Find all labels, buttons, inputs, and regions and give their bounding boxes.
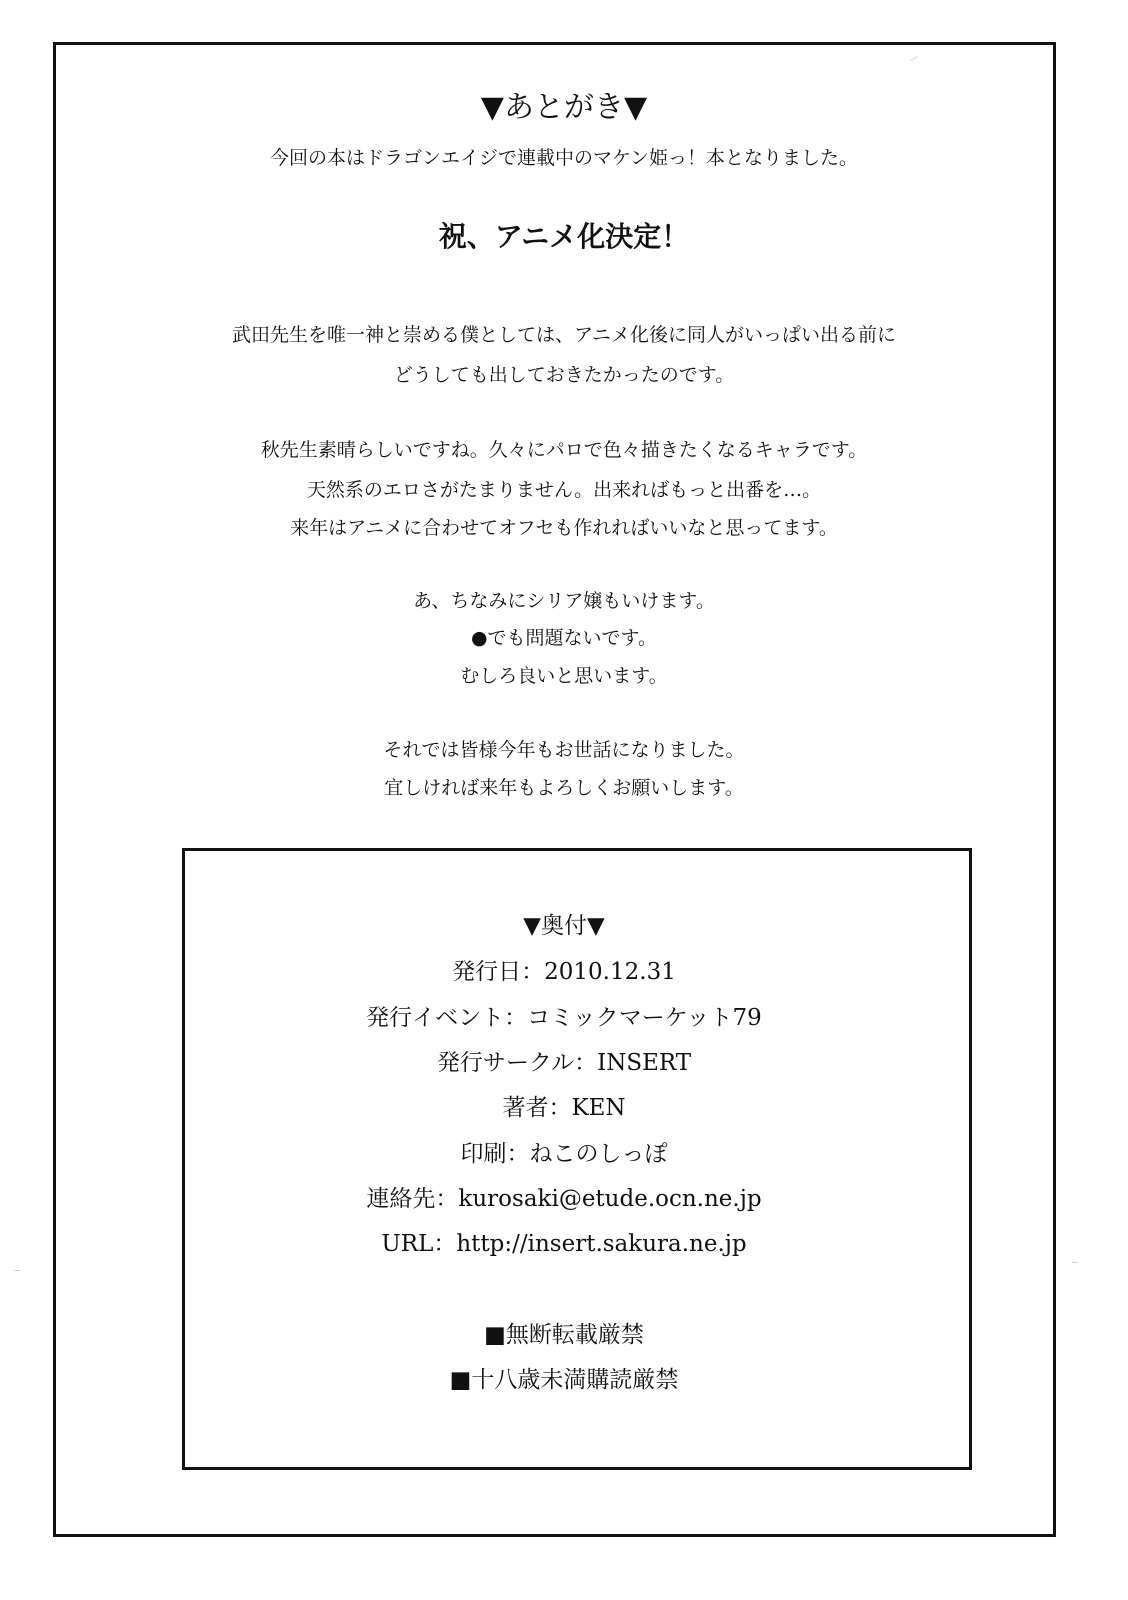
notice-no-reprint: ■無断転載厳禁 (484, 1322, 644, 1348)
paragraph-2-line-3: 来年はアニメに合わせてオフセも作れればいいなと思ってます。 (290, 517, 838, 539)
colophon-issue-date: 発行日：2010.12.31 (452, 959, 676, 985)
colophon-url: URL：http://insert.sakura.ne.jp (381, 1231, 747, 1257)
colophon-title: ▼奥付▼ (523, 913, 605, 939)
paragraph-3-line-1: あ、ちなみにシリア嬢もいけます。 (413, 590, 715, 612)
paragraph-2-line-1: 秋先生素晴らしいですね。久々にパロで色々描きたくなるキャラです。 (260, 439, 868, 461)
paragraph-4-line-2: 宜しければ来年もよろしくお願いします。 (384, 777, 744, 799)
afterword-intro: 今回の本はドラゴンエイジで連載中のマケン姫っ！本となりました。 (269, 147, 859, 169)
paragraph-2-line-2: 天然系のエロさがたまりません。出来ればもっと出番を…。 (306, 479, 822, 501)
scan-speck (1072, 1262, 1078, 1263)
paragraph-3-line-3: むしろ良いと思います。 (460, 665, 668, 687)
colophon-printer: 印刷：ねこのしっぽ (460, 1141, 668, 1167)
afterword-title: ▼あとがき▼ (480, 90, 648, 125)
colophon-event: 発行イベント：コミックマーケット79 (366, 1005, 762, 1031)
colophon-contact: 連絡先：kurosaki@etude.ocn.ne.jp (366, 1186, 762, 1212)
colophon-author: 著者：KEN (502, 1095, 626, 1121)
colophon-circle: 発行サークル：INSERT (436, 1050, 692, 1076)
notice-adults-only: ■十八歳未満購読厳禁 (449, 1367, 679, 1393)
anime-announcement-headline: 祝、アニメ化決定！ (438, 220, 690, 253)
paragraph-1-line-2: どうしても出しておきたかったのです。 (393, 364, 735, 386)
paragraph-3-line-2: ●でも問題ないです。 (470, 627, 658, 649)
scan-speck (14, 1270, 20, 1271)
paragraph-4-line-1: それでは皆様今年もお世話になりました。 (383, 739, 745, 761)
paragraph-1-line-1: 武田先生を唯一神と崇める僕としては、アニメ化後に同人がいっぱい出る前に (231, 324, 897, 346)
